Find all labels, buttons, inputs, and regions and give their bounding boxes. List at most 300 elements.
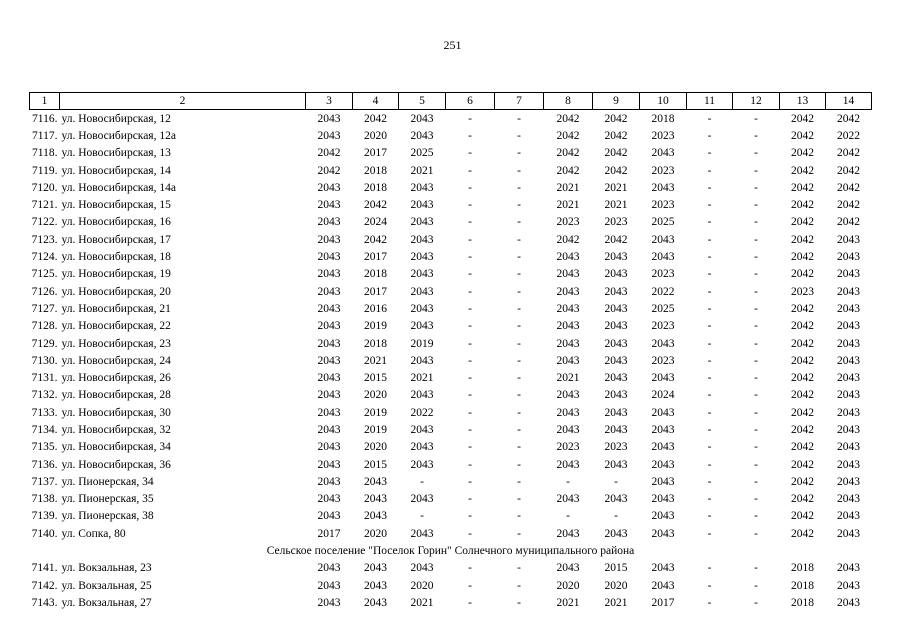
table-body	[30, 110, 872, 612]
year-cell: -	[707, 129, 712, 142]
year-cell: -	[754, 181, 758, 194]
year-cell: 2042	[791, 181, 814, 194]
year-cell: 2042	[791, 199, 814, 212]
year-cell: 2043	[604, 285, 628, 298]
year-cell: 2043	[837, 406, 860, 419]
year-cell: 2043	[837, 320, 860, 333]
table-row	[30, 594, 872, 611]
year-cell: 2043	[410, 354, 434, 367]
year-cell: 2042	[604, 164, 628, 177]
header-cell: 12	[733, 93, 780, 110]
year-cell: -	[517, 233, 521, 246]
year-cell: 2021	[556, 199, 580, 212]
year-cell: -	[754, 164, 758, 177]
year-cell: 2043	[364, 579, 387, 592]
year-cell: 2043	[837, 562, 860, 575]
year-cell: -	[468, 406, 472, 419]
year-cell: 2043	[317, 475, 341, 488]
year-cell: 2043	[556, 406, 580, 419]
year-cell: -	[707, 527, 712, 540]
year-cell: -	[754, 129, 758, 142]
year-cell: 2043	[837, 389, 860, 402]
table-row	[30, 508, 872, 525]
year-cell: -	[517, 337, 521, 350]
year-cell: -	[517, 372, 521, 385]
page-number: 251	[443, 38, 462, 52]
year-cell: 2042	[837, 112, 860, 125]
year-cell: 2042	[791, 423, 814, 436]
year-cell: -	[754, 510, 758, 523]
address-cell: ул. Вокзальная, 25	[61, 579, 152, 592]
year-cell: -	[754, 527, 758, 540]
year-cell: -	[468, 510, 472, 523]
table-row	[30, 387, 872, 404]
year-cell: 2043	[410, 181, 434, 194]
year-cell: -	[754, 268, 758, 281]
address-cell: ул. Новосибирская, 17	[61, 233, 171, 246]
year-cell: 2042	[317, 164, 341, 177]
year-cell: 2043	[651, 423, 675, 436]
year-cell: 2042	[791, 406, 814, 419]
year-cell: 2042	[791, 216, 814, 229]
row-number: 7118.	[32, 147, 58, 160]
year-cell: 2042	[791, 251, 814, 264]
year-cell: 2021	[556, 372, 580, 385]
year-cell: 2043	[651, 527, 675, 540]
year-cell: -	[754, 233, 758, 246]
year-cell: 2024	[364, 216, 387, 229]
year-cell: 2043	[317, 423, 341, 436]
year-cell: 2043	[317, 562, 341, 575]
year-cell: 2042	[791, 441, 814, 454]
year-cell: -	[707, 216, 712, 229]
year-cell: 2021	[556, 181, 580, 194]
year-cell: -	[614, 475, 618, 488]
address-cell: ул. Новосибирская, 21	[61, 302, 171, 315]
year-cell: 2043	[651, 493, 675, 506]
table-row	[30, 110, 872, 128]
year-cell: -	[468, 181, 472, 194]
year-cell: 2043	[556, 458, 580, 471]
year-cell: 2023	[651, 268, 675, 281]
year-cell: 2043	[837, 579, 860, 592]
year-cell: -	[468, 372, 472, 385]
table-row	[30, 179, 872, 196]
year-cell: 2043	[556, 285, 580, 298]
year-cell: -	[754, 320, 758, 333]
row-number: 7140.	[31, 527, 58, 540]
year-cell: 2043	[317, 337, 341, 350]
year-cell: 2043	[604, 354, 628, 367]
year-cell: 2043	[410, 493, 434, 506]
year-cell: 2016	[364, 302, 387, 315]
address-cell: ул. Новосибирская, 13	[61, 147, 171, 160]
year-cell: 2042	[791, 268, 814, 281]
year-cell: 2042	[364, 112, 387, 125]
table-row	[30, 196, 872, 213]
year-cell: -	[517, 354, 521, 367]
year-cell: -	[517, 475, 521, 488]
year-cell: -	[468, 112, 472, 125]
year-cell: 2043	[837, 423, 860, 436]
year-cell: -	[707, 285, 712, 298]
row-number: 7128.	[31, 320, 58, 333]
address-cell: ул. Новосибирская, 24	[61, 354, 171, 367]
year-cell: 2043	[317, 441, 341, 454]
year-cell: 2021	[410, 372, 434, 385]
year-cell: -	[754, 406, 758, 419]
year-cell: 2020	[556, 579, 580, 592]
row-number: 7139.	[31, 510, 58, 523]
year-cell: 2021	[604, 181, 628, 194]
row-number: 7136.	[31, 458, 58, 471]
year-cell: 2043	[837, 441, 860, 454]
year-cell: 2043	[604, 527, 628, 540]
year-cell: -	[707, 441, 712, 454]
address-cell: ул. Новосибирская, 12а	[61, 129, 176, 142]
year-cell: -	[468, 423, 472, 436]
year-cell: -	[754, 337, 758, 350]
year-cell: -	[517, 406, 521, 419]
year-cell: -	[468, 337, 472, 350]
table-row	[30, 525, 872, 542]
year-cell: -	[566, 475, 570, 488]
year-cell: -	[468, 285, 472, 298]
year-cell: 2042	[604, 147, 628, 160]
year-cell: 2042	[791, 112, 814, 125]
year-cell: -	[420, 475, 424, 488]
address-cell: ул. Новосибирская, 15	[61, 199, 171, 212]
year-cell: -	[468, 251, 472, 264]
address-cell: ул. Новосибирская, 14	[61, 164, 171, 177]
year-cell: -	[754, 354, 758, 367]
year-cell: -	[754, 251, 758, 264]
year-cell: -	[517, 129, 521, 142]
table-row	[30, 335, 872, 352]
row-number: 7121.	[31, 199, 58, 212]
table-row	[30, 214, 872, 231]
address-cell: ул. Новосибирская, 28	[61, 389, 171, 402]
year-cell: 2017	[364, 147, 387, 160]
year-cell: 2042	[604, 112, 628, 125]
year-cell: 2042	[837, 199, 860, 212]
year-cell: -	[468, 596, 472, 609]
year-cell: 2043	[556, 423, 580, 436]
year-cell: 2042	[837, 216, 860, 229]
year-cell: 2043	[837, 527, 860, 540]
year-cell: -	[707, 320, 712, 333]
year-cell: 2043	[317, 233, 341, 246]
year-cell: 2043	[837, 372, 860, 385]
year-cell: -	[707, 181, 712, 194]
year-cell: 2042	[364, 199, 387, 212]
row-number: 7142.	[31, 579, 58, 592]
year-cell: 2025	[651, 302, 675, 315]
year-cell: 2043	[837, 337, 860, 350]
year-cell: -	[707, 251, 712, 264]
year-cell: 2022	[837, 129, 860, 142]
year-cell: -	[707, 458, 712, 471]
year-cell: 2043	[317, 285, 341, 298]
year-cell: 2043	[556, 302, 580, 315]
year-cell: -	[468, 164, 472, 177]
year-cell: 2042	[791, 372, 814, 385]
row-number: 7120.	[31, 181, 58, 194]
year-cell: 2042	[791, 164, 814, 177]
year-cell: 2021	[604, 199, 628, 212]
year-cell: 2043	[651, 233, 675, 246]
section-heading-row	[30, 542, 872, 559]
row-number: 7126.	[31, 285, 58, 298]
address-cell: ул. Новосибирская, 20	[61, 285, 171, 298]
year-cell: 2043	[410, 216, 434, 229]
year-cell: 2018	[791, 562, 814, 575]
year-cell: 2043	[410, 268, 434, 281]
year-cell: 2043	[364, 596, 387, 609]
year-cell: 2023	[556, 216, 580, 229]
year-cell: -	[517, 441, 521, 454]
year-cell: 2043	[651, 372, 675, 385]
year-cell: -	[707, 475, 712, 488]
year-cell: 2042	[791, 389, 814, 402]
year-cell: 2043	[556, 320, 580, 333]
year-cell: 2043	[604, 372, 628, 385]
year-cell: 2043	[651, 147, 675, 160]
year-cell: 2043	[651, 181, 675, 194]
table-row	[30, 127, 872, 144]
year-cell: 2018	[791, 579, 814, 592]
year-cell: -	[517, 596, 521, 609]
year-cell: 2042	[556, 147, 580, 160]
year-cell: 2043	[317, 596, 341, 609]
year-cell: 2043	[651, 406, 675, 419]
year-cell: 2043	[604, 423, 628, 436]
year-cell: 2043	[837, 510, 860, 523]
header-cell: 8	[544, 93, 593, 110]
year-cell: 2043	[410, 527, 434, 540]
year-cell: -	[707, 579, 712, 592]
year-cell: 2043	[604, 251, 628, 264]
row-number: 7141.	[31, 562, 58, 575]
year-cell: -	[517, 199, 521, 212]
year-cell: -	[517, 216, 521, 229]
year-cell: 2042	[837, 181, 860, 194]
year-cell: 2043	[410, 458, 434, 471]
table-row	[30, 491, 872, 508]
address-cell: ул. Новосибирская, 34	[61, 441, 171, 454]
table-row	[30, 473, 872, 490]
address-cell: ул. Новосибирская, 22	[61, 320, 171, 333]
year-cell: -	[754, 579, 758, 592]
year-cell: 2042	[837, 147, 860, 160]
year-cell: 2017	[317, 527, 341, 540]
year-cell: 2043	[837, 354, 860, 367]
year-cell: 2043	[317, 251, 341, 264]
year-cell: -	[707, 372, 712, 385]
year-cell: 2042	[791, 475, 814, 488]
year-cell: 2043	[604, 406, 628, 419]
year-cell: -	[707, 562, 712, 575]
year-cell: 2043	[556, 354, 580, 367]
year-cell: -	[468, 527, 472, 540]
year-cell: 2043	[317, 268, 341, 281]
year-cell: 2042	[791, 510, 814, 523]
year-cell: -	[707, 406, 712, 419]
year-cell: 2043	[837, 251, 860, 264]
year-cell: 2043	[410, 389, 434, 402]
year-cell: -	[707, 493, 712, 506]
year-cell: 2043	[837, 596, 860, 609]
year-cell: -	[707, 147, 712, 160]
year-cell: -	[707, 164, 712, 177]
year-cell: 2015	[364, 372, 387, 385]
year-cell: 2043	[556, 562, 580, 575]
row-number: 7137.	[31, 475, 58, 488]
year-cell: -	[754, 423, 758, 436]
address-cell: ул. Вокзальная, 27	[61, 596, 152, 609]
address-cell: ул. Новосибирская, 18	[61, 251, 171, 264]
year-cell: 2043	[837, 458, 860, 471]
year-cell: 2043	[410, 233, 434, 246]
year-cell: 2043	[410, 423, 434, 436]
row-number: 7134.	[31, 423, 58, 436]
year-cell: 2019	[364, 423, 387, 436]
year-cell: -	[754, 389, 758, 402]
header-cell: 14	[826, 93, 872, 110]
row-number: 7119.	[32, 164, 58, 177]
year-cell: 2043	[604, 320, 628, 333]
year-cell: 2042	[604, 129, 628, 142]
header-cell: 4	[353, 93, 399, 110]
year-cell: -	[566, 510, 570, 523]
year-cell: -	[468, 216, 472, 229]
header-row	[30, 93, 872, 110]
row-number: 7116.	[32, 112, 58, 125]
year-cell: 2043	[651, 510, 675, 523]
year-cell: 2020	[364, 389, 387, 402]
row-number: 7132.	[31, 389, 58, 402]
year-cell: 2043	[317, 129, 341, 142]
year-cell: -	[517, 302, 521, 315]
year-cell: 2042	[791, 320, 814, 333]
year-cell: -	[754, 475, 758, 488]
year-cell: 2021	[410, 596, 434, 609]
year-cell: 2023	[651, 199, 675, 212]
year-cell: 2043	[410, 441, 434, 454]
year-cell: 2043	[317, 372, 341, 385]
year-cell: -	[468, 129, 472, 142]
year-cell: 2043	[410, 320, 434, 333]
year-cell: -	[517, 423, 521, 436]
year-cell: 2018	[651, 112, 675, 125]
year-cell: 2019	[364, 406, 387, 419]
address-cell: ул. Пионерская, 34	[61, 475, 154, 488]
year-cell: 2022	[410, 406, 434, 419]
header-cell: 13	[780, 93, 826, 110]
year-cell: 2043	[604, 389, 628, 402]
year-cell: -	[468, 562, 472, 575]
header-cell: 9	[593, 93, 640, 110]
year-cell: -	[468, 579, 472, 592]
table-row	[30, 283, 872, 300]
year-cell: 2023	[651, 164, 675, 177]
row-number: 7133.	[31, 406, 58, 419]
year-cell: 2017	[651, 596, 675, 609]
address-cell: ул. Вокзальная, 23	[61, 562, 152, 575]
year-cell: 2042	[791, 458, 814, 471]
year-cell: -	[754, 441, 758, 454]
year-cell: -	[517, 579, 521, 592]
year-cell: -	[707, 112, 712, 125]
year-cell: 2020	[410, 579, 434, 592]
year-cell: 2021	[410, 164, 434, 177]
year-cell: 2043	[651, 562, 675, 575]
year-cell: 2043	[317, 389, 341, 402]
header-cell: 3	[306, 93, 353, 110]
row-number: 7122.	[31, 216, 58, 229]
year-cell: 2043	[604, 458, 628, 471]
year-cell: 2043	[651, 441, 675, 454]
address-cell: ул. Новосибирская, 26	[61, 372, 171, 385]
address-cell: ул. Новосибирская, 19	[61, 268, 171, 281]
year-cell: -	[517, 164, 521, 177]
year-cell: 2043	[651, 579, 675, 592]
year-cell: 2042	[791, 527, 814, 540]
year-cell: -	[517, 251, 521, 264]
year-cell: -	[754, 302, 758, 315]
year-cell: 2042	[556, 129, 580, 142]
year-cell: 2018	[364, 337, 387, 350]
year-cell: 2019	[410, 337, 434, 350]
year-cell: 2043	[837, 233, 860, 246]
header-cell: 6	[446, 93, 495, 110]
year-cell: 2025	[410, 147, 434, 160]
year-cell: -	[754, 199, 758, 212]
year-cell: 2043	[410, 562, 434, 575]
header-cell: 10	[640, 93, 687, 110]
year-cell: 2043	[410, 129, 434, 142]
row-number: 7123.	[31, 233, 58, 246]
year-cell: 2021	[604, 596, 628, 609]
year-cell: 2043	[317, 579, 341, 592]
year-cell: -	[707, 354, 712, 367]
row-number: 7135.	[31, 441, 58, 454]
year-cell: 2043	[317, 199, 341, 212]
year-cell: 2043	[651, 475, 675, 488]
year-cell: 2043	[651, 337, 675, 350]
year-cell: -	[517, 147, 521, 160]
year-cell: 2043	[837, 475, 860, 488]
year-cell: 2043	[410, 112, 434, 125]
year-cell: -	[468, 268, 472, 281]
year-cell: 2023	[651, 354, 675, 367]
address-cell: ул. Сопка, 80	[61, 527, 126, 540]
year-cell: 2043	[556, 268, 580, 281]
header-cell: 11	[687, 93, 733, 110]
year-cell: 2043	[317, 302, 341, 315]
table-row	[30, 421, 872, 438]
header-cell: 7	[495, 93, 544, 110]
housing-table	[29, 92, 872, 612]
year-cell: -	[517, 562, 521, 575]
year-cell: 2043	[556, 493, 580, 506]
year-cell: 2043	[556, 527, 580, 540]
year-cell: 2043	[364, 475, 387, 488]
year-cell: -	[754, 493, 758, 506]
year-cell: 2042	[791, 337, 814, 350]
table-row	[30, 162, 872, 179]
address-cell: ул. Новосибирская, 32	[61, 423, 171, 436]
